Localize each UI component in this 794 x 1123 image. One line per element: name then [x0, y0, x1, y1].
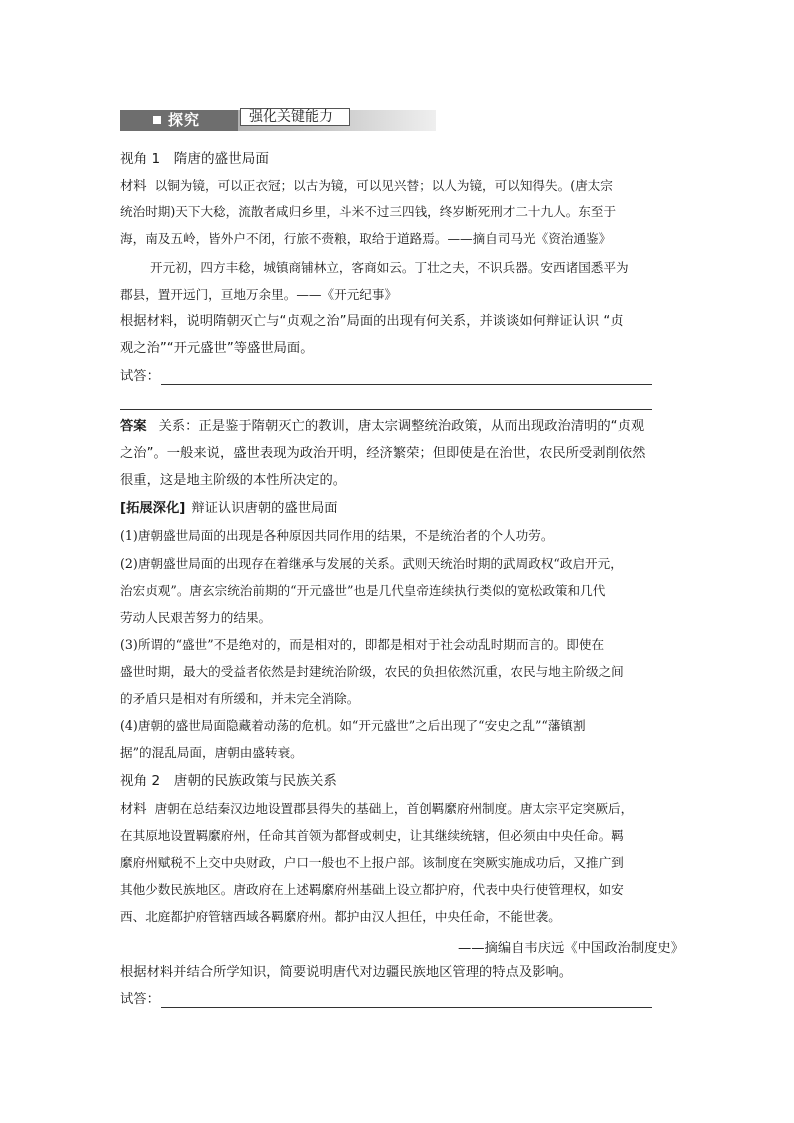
banner-title: 探究 [168, 111, 201, 129]
material-label: 材料 [120, 179, 147, 194]
angle1-question-line: 根据材料，说明隋朝灭亡与“贞观之治”局面的出现有何关系，并谈谈如何辩证认识 “贞 [120, 314, 624, 329]
angle1-material-line [120, 177, 613, 196]
answer-blank-line [120, 409, 652, 410]
banner-subtitle: 强化关键能力 [240, 108, 350, 126]
angle1-material-line: 开元初，四方丰稔，城镇商铺林立，客商如云。丁壮之夫，不识兵器。安西诸国悉平为 [150, 260, 629, 275]
angle2-material-line: 縻府州赋税不上交中央财政，户口一般也不上报户部。该制度在突厥实施成功后，又推广到 [120, 855, 624, 870]
angle2-material-line: 其他少数民族地区。唐政府在上述羁縻府州基础上设立都护府，代表中央行使管理权，如安 [120, 882, 624, 897]
extension-heading [120, 500, 338, 518]
angle2-heading: 视角 2 唐朝的民族政策与民族关系 [120, 773, 337, 789]
extension-line: (1)唐朝盛世局面的出现是各种原因共同作用的结果，不是统治者的个人功劳。 [120, 528, 554, 543]
angle1-heading: 视角 1 隋唐的盛世局面 [120, 151, 269, 167]
angle1-material-line: 郡县，置开远门，亘地万余里。——《开元纪事》 [120, 287, 398, 302]
extension-label: [拓展深化] [120, 501, 186, 516]
answer-line: 很重，这是地主阶级的本性所决定的。 [120, 473, 347, 488]
angle1-try-label: 试答： [120, 369, 160, 384]
extension-line: 的矛盾只是相对有所缓和，并未完全消除。 [120, 691, 360, 706]
material-label: 材料 [120, 802, 147, 817]
angle1-material-line: 统治时期)天下大稔，流散者咸归乡里，斗米不过三四钱，终岁断死刑才二十九人。东至于 [120, 204, 617, 219]
angle1-question-line: 观之治”“开元盛世”等盛世局面。 [120, 341, 314, 356]
extension-line: (4)唐朝的盛世局面隐藏着动荡的危机。如“开元盛世”之后出现了“安史之乱”“藩镇割 [120, 718, 586, 733]
extension-title: 辩证认识唐朝的盛世局面 [191, 501, 338, 516]
material-text: 唐朝在总结秦汉边地设置郡县得失的基础上，首创羁縻府州制度。唐太宗平定突厥后， [154, 801, 634, 816]
extension-line: (2)唐朝盛世局面的出现存在着继承与发展的关系。武则天统治时期的武周政权“政启开元， [120, 556, 623, 571]
angle2-question: 根据材料并结合所学知识，简要说明唐代对边疆民族地区管理的特点及影响。 [120, 965, 573, 980]
extension-line: 劳动人民艰苦努力的结果。 [120, 610, 272, 625]
square-bullet-icon [153, 116, 161, 124]
answer-line: 之治”。一般来说，盛世表现为政治开明，经济繁荣；但即使是在治世，农民所受剥削依然 [120, 446, 646, 461]
extension-line: 盛世时期，最大的受益者依然是封建统治阶级，农民的负担依然沉重，农民与地主阶级之间 [120, 664, 624, 679]
answer-text: 关系：正是鉴于隋朝灭亡的教训，唐太宗调整统治政策，从而出现政治清明的“贞观 [158, 419, 645, 434]
answer-label: 答案 [120, 419, 147, 434]
angle2-try-label: 试答： [120, 992, 160, 1007]
angle2-material-line [120, 800, 633, 819]
material-text: 以铜为镜，可以正衣冠；以古为镜，可以见兴替；以人为镜，可以知得失。(唐太宗 [154, 178, 613, 193]
angle2-material-line: 西、北庭都护府管辖西域各羁縻府州。都护由汉人担任，中央任命，不能世袭。 [120, 909, 561, 924]
section-banner [120, 104, 436, 131]
answer-blank-line [161, 1007, 652, 1008]
extension-line: 治宏贞观”。唐玄宗统治前期的“开元盛世”也是几代皇帝连续执行类似的宽松政策和几代 [120, 583, 606, 598]
extension-line: 据”的混乱局面，唐朝由盛转衰。 [120, 745, 303, 760]
angle1-material-line: 海，南及五岭，皆外户不闭，行旅不赍粮，取给于道路焉。——摘自司马光《资治通鉴》 [120, 231, 612, 246]
angle2-source: ——摘编自韦庆远《中国政治制度史》 [457, 941, 684, 956]
extension-line: (3)所谓的“盛世”不是绝对的，而是相对的，即都是相对于社会动乱时期而言的。即使在 [120, 637, 605, 652]
answer-line [120, 418, 644, 436]
answer-blank-line [161, 384, 652, 385]
angle2-material-line: 在其原地设置羁縻府州，任命其首领为都督或刺史，让其继续统辖，但必须由中央任命。羁 [120, 828, 624, 843]
